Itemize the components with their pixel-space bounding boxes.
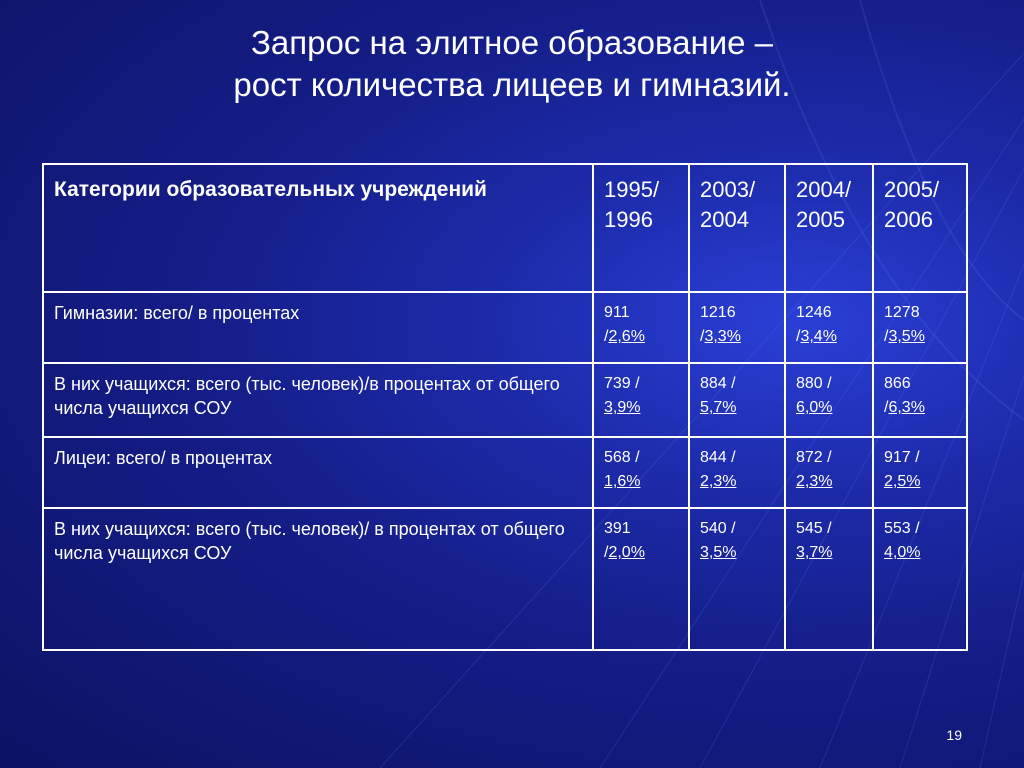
count-value: 872	[796, 449, 823, 466]
value-cell: 1216 /3,3%	[689, 292, 785, 363]
percent-value: 3,5%	[888, 328, 925, 345]
count-value: 884	[700, 375, 727, 392]
table-row	[43, 437, 967, 508]
header-year: 2004/ 2005	[785, 164, 873, 292]
value-cell: 391 /2,0%	[593, 508, 689, 650]
table-row	[43, 508, 967, 650]
row-label: В них учащихся: всего (тыс. человек)/в процентах от общего числа учащихся СОУ	[43, 363, 593, 437]
percent-value: 1,6%	[604, 473, 641, 490]
value-cell: 540 / 3,5%	[689, 508, 785, 650]
percent-value: 3,9%	[604, 399, 641, 416]
slide-title	[0, 22, 1024, 106]
row-label: Гимназии: всего/ в процентах	[43, 292, 593, 363]
table-header-row	[43, 164, 967, 292]
count-value: 844	[700, 449, 727, 466]
statistics-table	[42, 163, 968, 651]
percent-value: 3,3%	[704, 328, 741, 345]
percent-value: 5,7%	[700, 399, 737, 416]
value-cell: 880 / 6,0%	[785, 363, 873, 437]
percent-value: 2,3%	[796, 473, 833, 490]
percent-value: 3,4%	[800, 328, 837, 345]
value-cell: 866 /6,3%	[873, 363, 967, 437]
count-value: 545	[796, 520, 823, 537]
title-line-2: рост количества лицеев и гимназий.	[233, 66, 791, 103]
value-cell: 568 / 1,6%	[593, 437, 689, 508]
percent-value: 3,7%	[796, 544, 833, 561]
percent-value: 6,0%	[796, 399, 833, 416]
header-category: Категории образовательных учреждений	[43, 164, 593, 292]
percent-value: 2,3%	[700, 473, 737, 490]
percent-value: 6,3%	[888, 399, 925, 416]
count-value: 911	[604, 304, 630, 321]
percent-value: 4,0%	[884, 544, 921, 561]
value-cell: 1278 /3,5%	[873, 292, 967, 363]
value-cell: 553 / 4,0%	[873, 508, 967, 650]
value-cell: 1246 /3,4%	[785, 292, 873, 363]
page-number: 19	[946, 727, 962, 743]
percent-value: 2,5%	[884, 473, 921, 490]
count-value: 540	[700, 520, 727, 537]
value-cell: 844 / 2,3%	[689, 437, 785, 508]
row-label: Лицеи: всего/ в процентах	[43, 437, 593, 508]
header-year: 1995/ 1996	[593, 164, 689, 292]
count-value: 1246	[796, 304, 832, 321]
count-value: 917	[884, 449, 911, 466]
count-value: 391	[604, 520, 631, 537]
percent-value: 2,6%	[608, 328, 645, 345]
percent-value: 2,0%	[608, 544, 645, 561]
count-value: 866	[884, 375, 911, 392]
value-cell: 884 / 5,7%	[689, 363, 785, 437]
count-value: 568	[604, 449, 631, 466]
percent-value: 3,5%	[700, 544, 737, 561]
count-value: 1216	[700, 304, 736, 321]
header-year: 2003/ 2004	[689, 164, 785, 292]
count-value: 1278	[884, 304, 920, 321]
count-value: 880	[796, 375, 823, 392]
value-cell: 872 / 2,3%	[785, 437, 873, 508]
value-cell: 545 / 3,7%	[785, 508, 873, 650]
table-row	[43, 363, 967, 437]
header-year: 2005/ 2006	[873, 164, 967, 292]
value-cell: 739 / 3,9%	[593, 363, 689, 437]
table-row	[43, 292, 967, 363]
count-value: 553	[884, 520, 911, 537]
count-value: 739	[604, 375, 631, 392]
title-line-1: Запрос на элитное образование –	[250, 24, 774, 61]
value-cell: 911 /2,6%	[593, 292, 689, 363]
row-label: В них учащихся: всего (тыс. человек)/ в процентах от общего числа учащихся СОУ	[43, 508, 593, 650]
value-cell: 917 / 2,5%	[873, 437, 967, 508]
